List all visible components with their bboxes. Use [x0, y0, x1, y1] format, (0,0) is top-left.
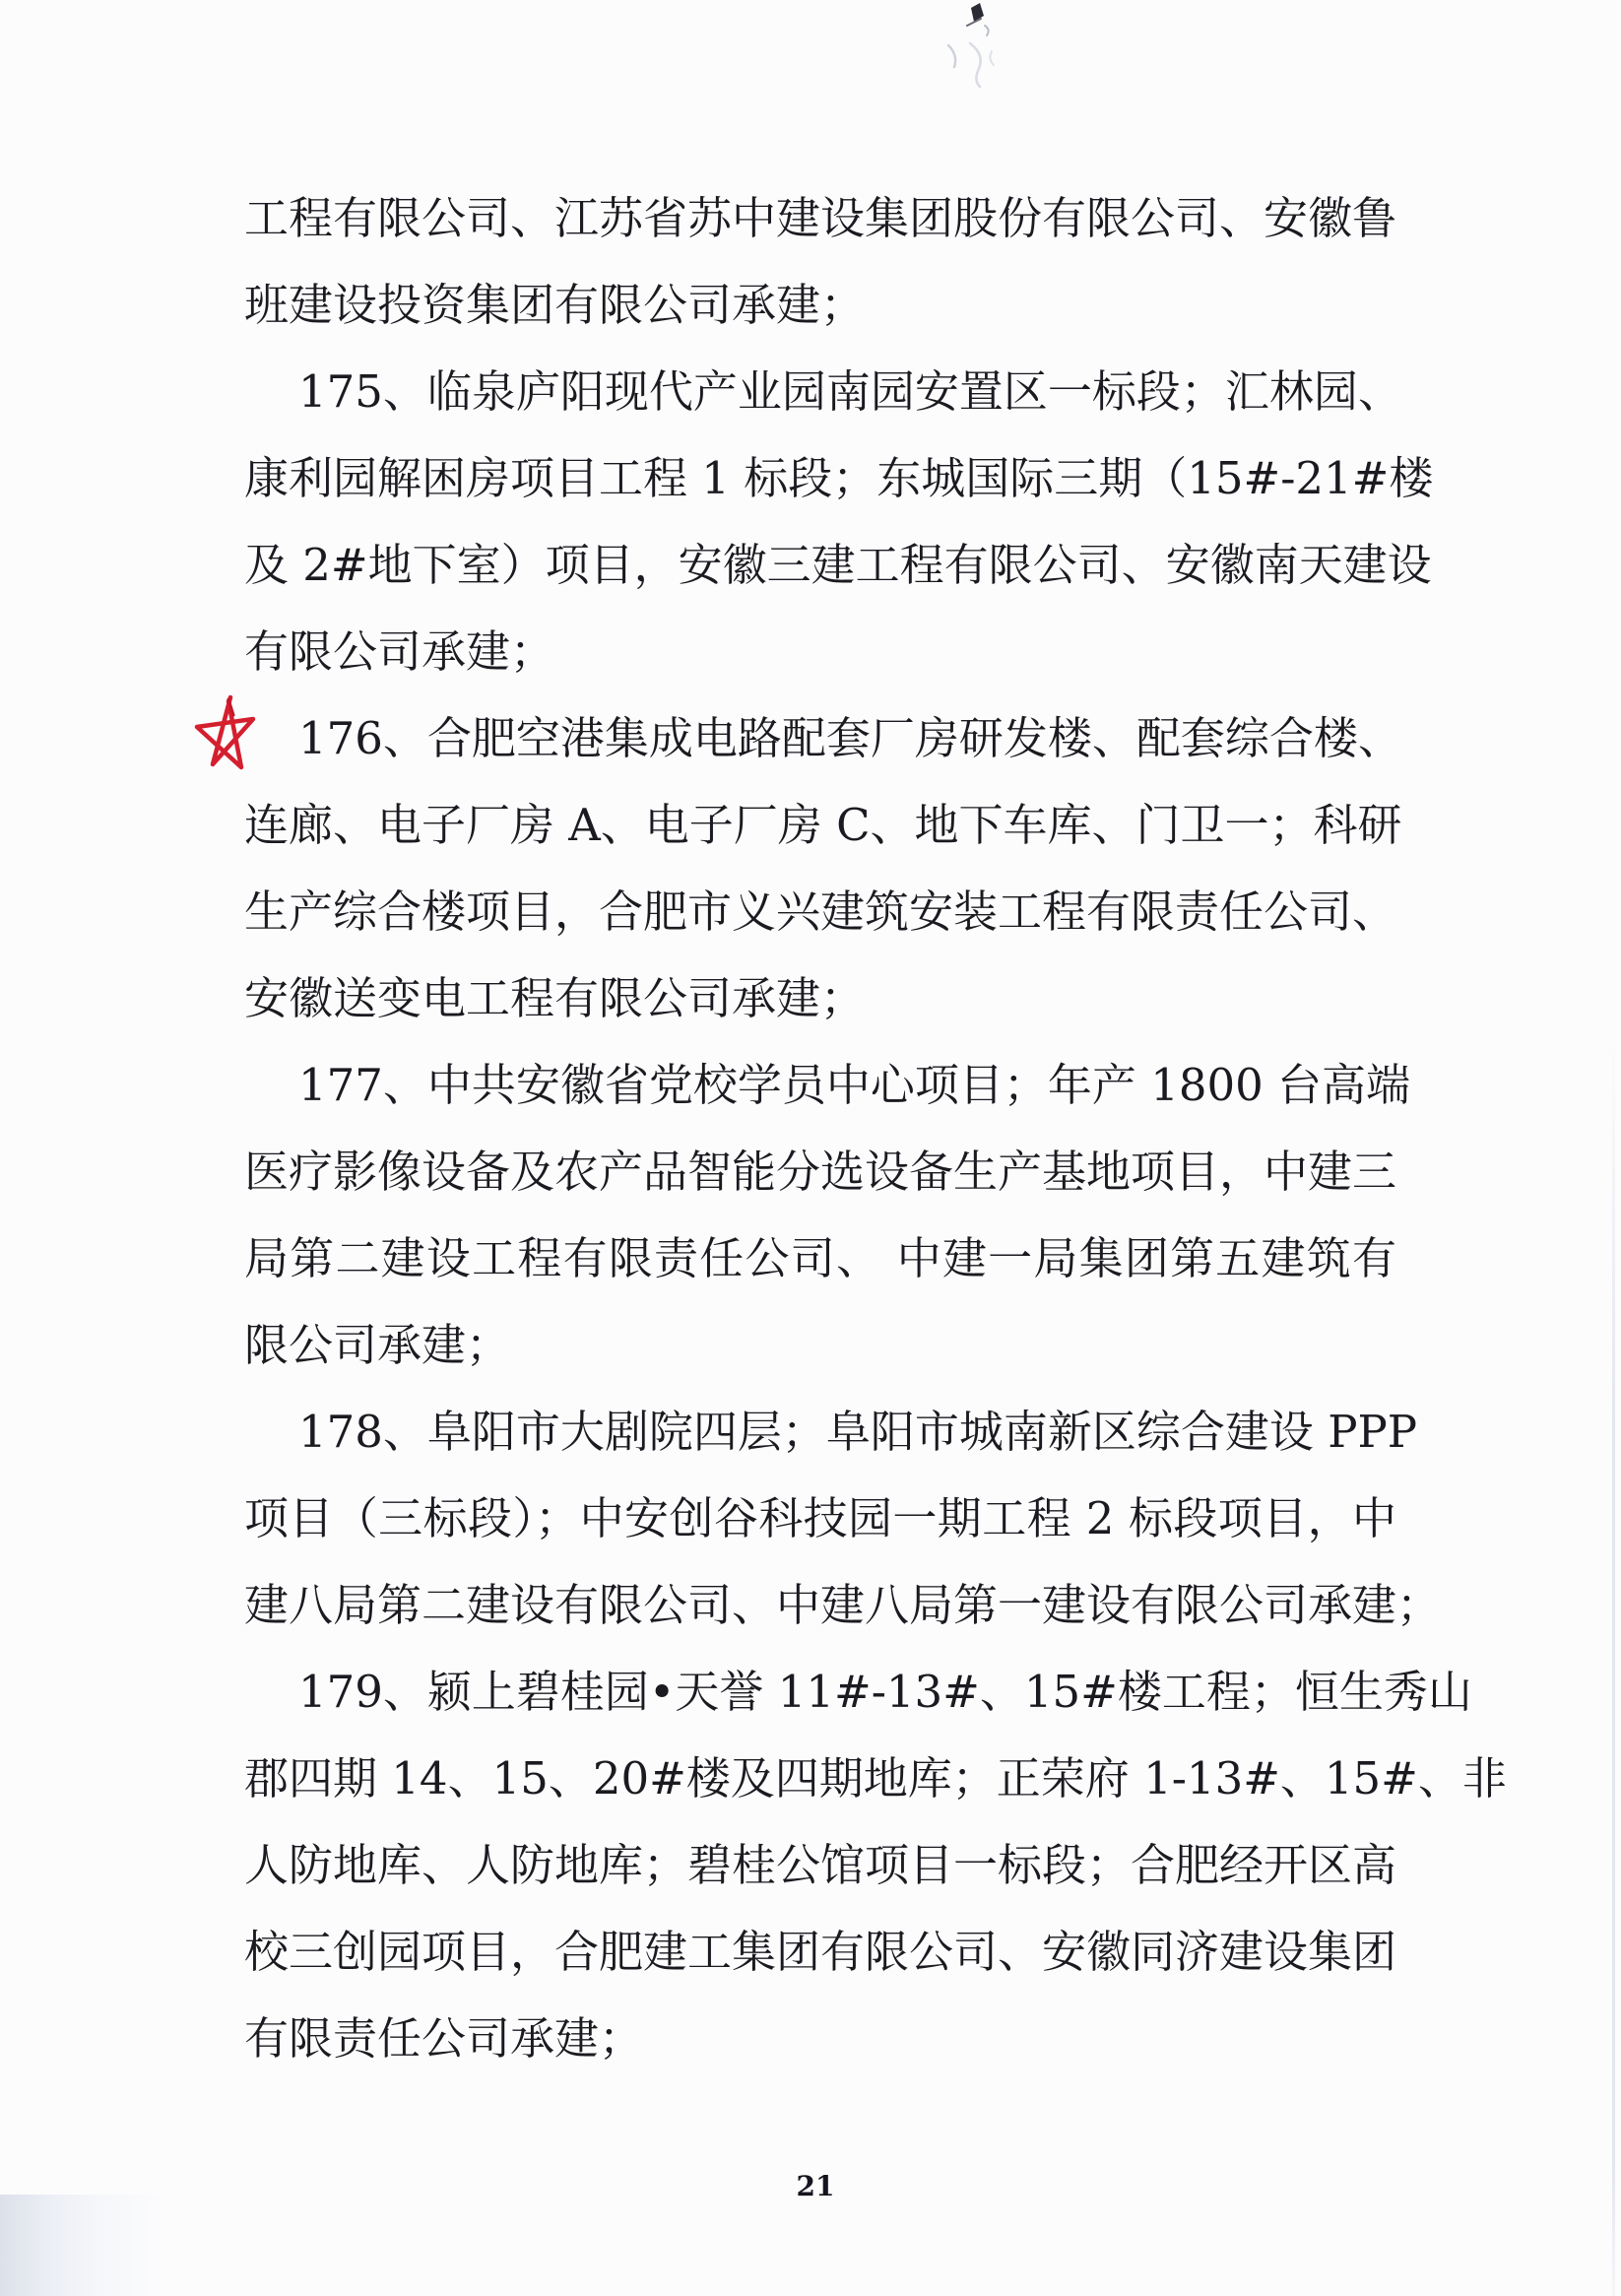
paragraph-start-line: 179、颍上碧桂园•天誉 11#-13#、15#楼工程；恒生秀山 — [298, 1666, 1472, 1718]
text-line: 有限公司承建； — [244, 625, 555, 678]
text-line: 班建设投资集团有限公司承建； — [244, 279, 866, 331]
text-line: 医疗影像设备及农产品智能分选设备生产基地项目，中建三 — [244, 1146, 1397, 1198]
text-line: 限公司承建； — [244, 1319, 511, 1371]
paragraph-start-line: 177、中共安徽省党校学员中心项目；年产 1800 台高端 — [298, 1059, 1411, 1111]
paragraph-start-line: 176、合肥空港集成电路配套厂房研发楼、配套综合楼、 — [298, 712, 1402, 764]
paragraph-start-line: 175、临泉庐阳现代产业园南园安置区一标段；汇林园、 — [298, 365, 1402, 418]
text-line: 局第二建设工程有限责任公司、 中建一局集团第五建筑有 — [244, 1232, 1396, 1284]
text-line: 人防地库、人防地库；碧桂公馆项目一标段；合肥经开区高 — [244, 1839, 1397, 1891]
text-line: 安徽送变电工程有限公司承建； — [244, 972, 866, 1024]
paragraph-start-line: 178、阜阳市大剧院四层；阜阳市城南新区综合建设 PPP — [298, 1406, 1418, 1458]
text-line: 康利园解困房项目工程 1 标段；东城国际三期（15#-21#楼 — [244, 452, 1434, 504]
red-star-annotation-icon — [193, 693, 256, 776]
document-lines — [244, 175, 1507, 2082]
scan-artifact-band — [0, 2195, 167, 2296]
text-line: 郡四期 14、15、20#楼及四期地库；正荣府 1-13#、15#、非 — [244, 1752, 1507, 1804]
text-line: 工程有限公司、江苏省苏中建设集团股份有限公司、安徽鲁 — [244, 192, 1397, 244]
text-line: 生产综合楼项目，合肥市义兴建筑安装工程有限责任公司、 — [244, 886, 1397, 938]
text-line: 校三创园项目，合肥建工集团有限公司、安徽同济建设集团 — [244, 1926, 1397, 1978]
page-number: 21 — [796, 2170, 835, 2202]
scan-artifact-line — [1612, 1034, 1615, 2296]
text-line: 连廊、电子厂房 A、电子厂房 C、地下车库、门卫一；科研 — [244, 799, 1402, 851]
text-line: 有限责任公司承建； — [244, 2012, 644, 2065]
text-line: 项目（三标段）；中安创谷科技园一期工程 2 标段项目，中 — [244, 1492, 1396, 1544]
text-line: 建八局第二建设有限公司、中建八局第一建设有限公司承建； — [244, 1579, 1442, 1631]
ink-smudge — [940, 0, 1009, 108]
text-line: 及 2#地下室）项目，安徽三建工程有限公司、安徽南天建设 — [244, 539, 1432, 591]
